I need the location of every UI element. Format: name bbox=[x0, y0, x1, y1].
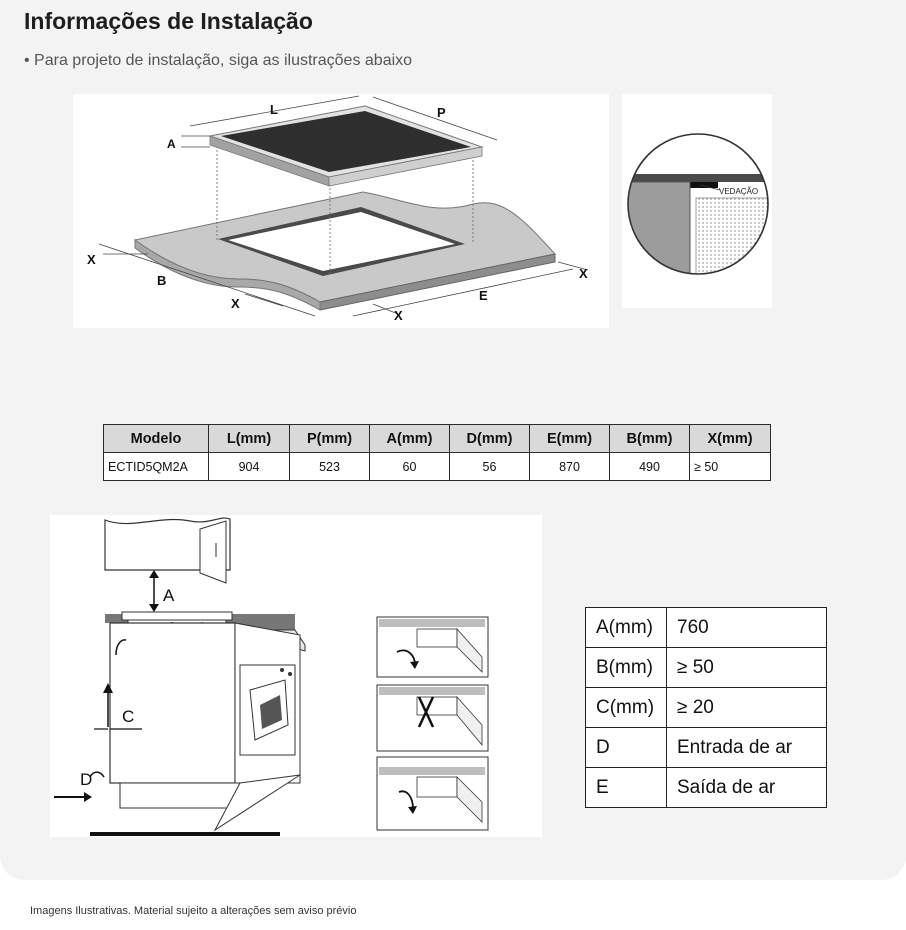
table-row bbox=[104, 453, 771, 481]
dimensions-table bbox=[103, 424, 771, 481]
cell-d: 56 bbox=[450, 453, 530, 481]
label-p: P bbox=[437, 105, 446, 120]
label-e: E bbox=[479, 288, 488, 303]
table-row bbox=[586, 768, 827, 808]
table-row bbox=[586, 608, 827, 648]
cell-l: 904 bbox=[209, 453, 290, 481]
label-x-bottom: X bbox=[394, 308, 403, 323]
sealing-detail-illustration bbox=[622, 94, 772, 308]
header-x: X(mm) bbox=[690, 425, 771, 453]
cooktop-cutout-illustration bbox=[73, 94, 609, 328]
table-row bbox=[586, 728, 827, 768]
table-row bbox=[586, 688, 827, 728]
cell-model: ECTID5QM2A bbox=[104, 453, 209, 481]
clearance-key-c: C(mm) bbox=[586, 688, 667, 728]
cell-a: 60 bbox=[370, 453, 450, 481]
cell-e: 870 bbox=[530, 453, 610, 481]
sealing-label: VEDAÇÃO bbox=[719, 187, 759, 196]
label-a: A bbox=[163, 586, 175, 605]
clearance-value-b: ≥ 50 bbox=[667, 648, 827, 688]
clearance-key-b: B(mm) bbox=[586, 648, 667, 688]
clearance-value-a: 760 bbox=[667, 608, 827, 648]
label-l: L bbox=[270, 102, 278, 117]
cell-b: 490 bbox=[610, 453, 690, 481]
clearance-illustration bbox=[50, 515, 542, 837]
header-d: D(mm) bbox=[450, 425, 530, 453]
footer-disclaimer: Imagens Ilustrativas. Material sujeito a alterações sem aviso prévio bbox=[30, 905, 357, 917]
label-c: C bbox=[122, 707, 135, 726]
cell-x: ≥ 50 bbox=[690, 453, 771, 481]
label-x-left: X bbox=[87, 252, 96, 267]
label-d: D bbox=[80, 770, 93, 789]
clearance-value-e: Saída de ar bbox=[667, 768, 827, 808]
header-a: A(mm) bbox=[370, 425, 450, 453]
clearance-value-d: Entrada de ar bbox=[667, 728, 827, 768]
clearance-key-e: E bbox=[586, 768, 667, 808]
clearance-key-a: A(mm) bbox=[586, 608, 667, 648]
header-l: L(mm) bbox=[209, 425, 290, 453]
cell-p: 523 bbox=[290, 453, 370, 481]
clearance-table bbox=[585, 607, 827, 808]
header-b: B(mm) bbox=[610, 425, 690, 453]
table-row bbox=[586, 648, 827, 688]
clearance-value-c: ≥ 20 bbox=[667, 688, 827, 728]
label-x-right: X bbox=[579, 266, 588, 281]
label-b: B bbox=[157, 273, 167, 288]
header-e: E(mm) bbox=[530, 425, 610, 453]
label-x-front: X bbox=[231, 296, 240, 311]
page-subtitle: • Para projeto de instalação, siga as ilustrações abaixo bbox=[24, 52, 413, 69]
header-model: Modelo bbox=[104, 425, 209, 453]
label-a: A bbox=[167, 137, 176, 151]
clearance-key-d: D bbox=[586, 728, 667, 768]
header-p: P(mm) bbox=[290, 425, 370, 453]
page-title: Informações de Instalação bbox=[24, 8, 313, 34]
table-header-row bbox=[104, 425, 771, 453]
